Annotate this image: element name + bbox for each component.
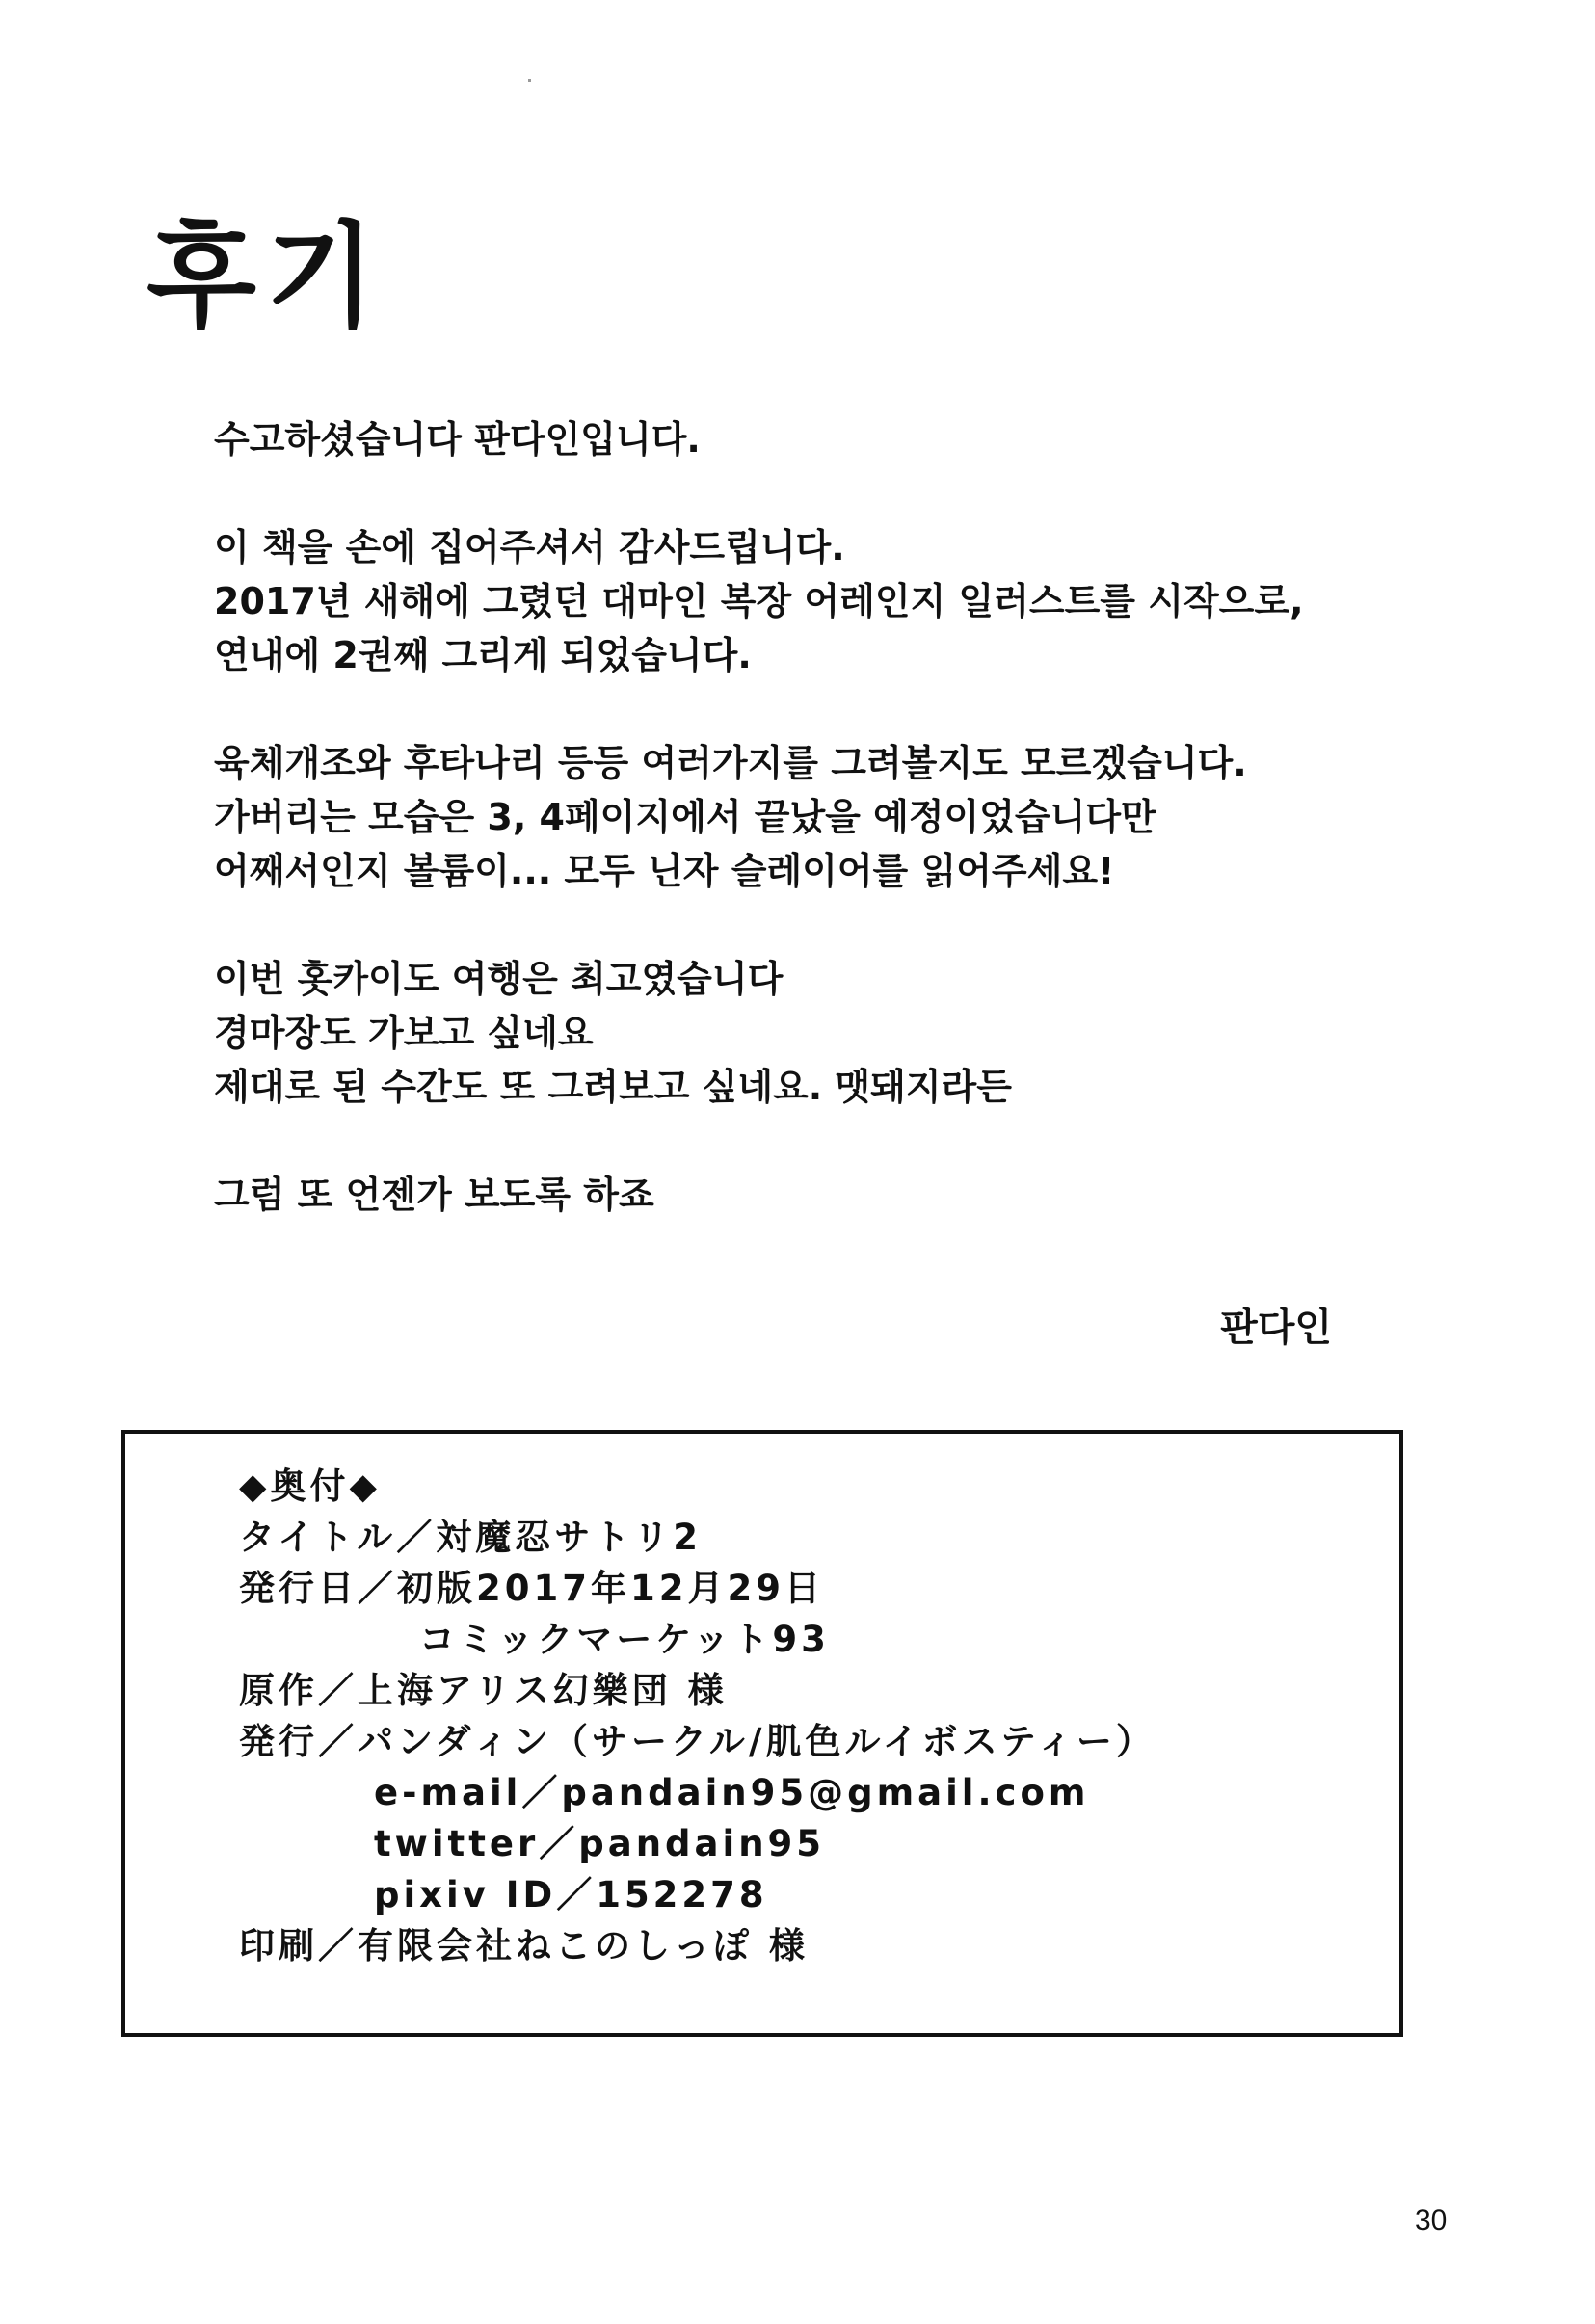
paragraph-thanks xyxy=(214,520,1428,682)
paragraph-greeting xyxy=(214,412,1428,466)
page-title: 후기 xyxy=(146,210,385,343)
text-line: 이 책을 손에 집어주셔서 감사드립니다. xyxy=(214,526,845,568)
colophon-printer-row xyxy=(239,1920,1156,1971)
colophon-date-row xyxy=(239,1563,1156,1614)
text-line: 2017년 새해에 그렸던 대마인 복장 어레인지 일러스트를 시작으로, xyxy=(214,580,1304,622)
colophon-publisher-row xyxy=(239,1716,1156,1767)
colophon-event-row xyxy=(239,1614,1156,1665)
colophon-date-label: 発行日／ xyxy=(239,1568,397,1609)
colophon xyxy=(239,1461,1156,1971)
colophon-twitter-row xyxy=(239,1818,1156,1869)
page-number: 30 xyxy=(1415,2205,1448,2236)
text-line: 육체개조와 후타나리 등등 여러가지를 그려볼지도 모르겠습니다. xyxy=(214,742,1247,784)
text-line: 가버리는 모습은 3, 4페이지에서 끝났을 예정이었습니다만 xyxy=(214,796,1156,838)
author-signature: 판다인 xyxy=(1220,1306,1332,1350)
colophon-original-value: 上海アリス幻樂団 様 xyxy=(358,1670,728,1711)
colophon-pixiv: pixiv ID／152278 xyxy=(374,1874,768,1915)
text-line: 어째서인지 볼륨이... 모두 닌자 슬레이어를 읽어주세요! xyxy=(214,850,1115,892)
text-line: 연내에 2권째 그리게 되었습니다. xyxy=(214,634,752,676)
colophon-event-value: コミックマーケット93 xyxy=(419,1619,830,1660)
colophon-email: e-mail／pandain95@gmail.com xyxy=(374,1772,1090,1813)
colophon-pixiv-row xyxy=(239,1869,1156,1920)
colophon-box xyxy=(121,1430,1403,2037)
afterword-body xyxy=(214,412,1428,1276)
colophon-title-label: タイトル／ xyxy=(239,1517,437,1558)
colophon-twitter: twitter／pandain95 xyxy=(374,1823,826,1864)
colophon-original-label: 原作／ xyxy=(239,1670,358,1711)
colophon-original-row xyxy=(239,1665,1156,1716)
colophon-printer-label: 印刷／ xyxy=(239,1925,358,1967)
text-line: 그럼 또 언젠가 보도록 하죠 xyxy=(214,1174,654,1216)
colophon-publisher-label: 発行／ xyxy=(239,1721,358,1762)
colophon-heading-row xyxy=(239,1461,1156,1512)
colophon-title-row xyxy=(239,1512,1156,1563)
colophon-date-value: 初版2017年12月29日 xyxy=(397,1568,824,1609)
paragraph-travel xyxy=(214,952,1428,1114)
colophon-publisher-value: パンダィン（サークル/肌色ルイボスティー） xyxy=(358,1721,1156,1762)
colophon-email-row xyxy=(239,1767,1156,1818)
paragraph-closing xyxy=(214,1168,1428,1222)
text-line: 제대로 된 수간도 또 그려보고 싶네요. 맷돼지라든 xyxy=(214,1066,1012,1108)
paragraph-content xyxy=(214,736,1428,898)
colophon-title-value: 対魔忍サトリ2 xyxy=(436,1517,703,1558)
text-line: 경마장도 가보고 싶네요 xyxy=(214,1012,594,1054)
text-line: 이번 홋카이도 여행은 최고였습니다 xyxy=(214,958,784,1000)
scan-speck xyxy=(528,79,531,82)
colophon-printer-value: 有限会社ねこのしっぽ 様 xyxy=(358,1925,809,1967)
text-line: 수고하셨습니다 판다인입니다. xyxy=(214,418,701,461)
colophon-heading: ◆奥付◆ xyxy=(239,1466,381,1507)
